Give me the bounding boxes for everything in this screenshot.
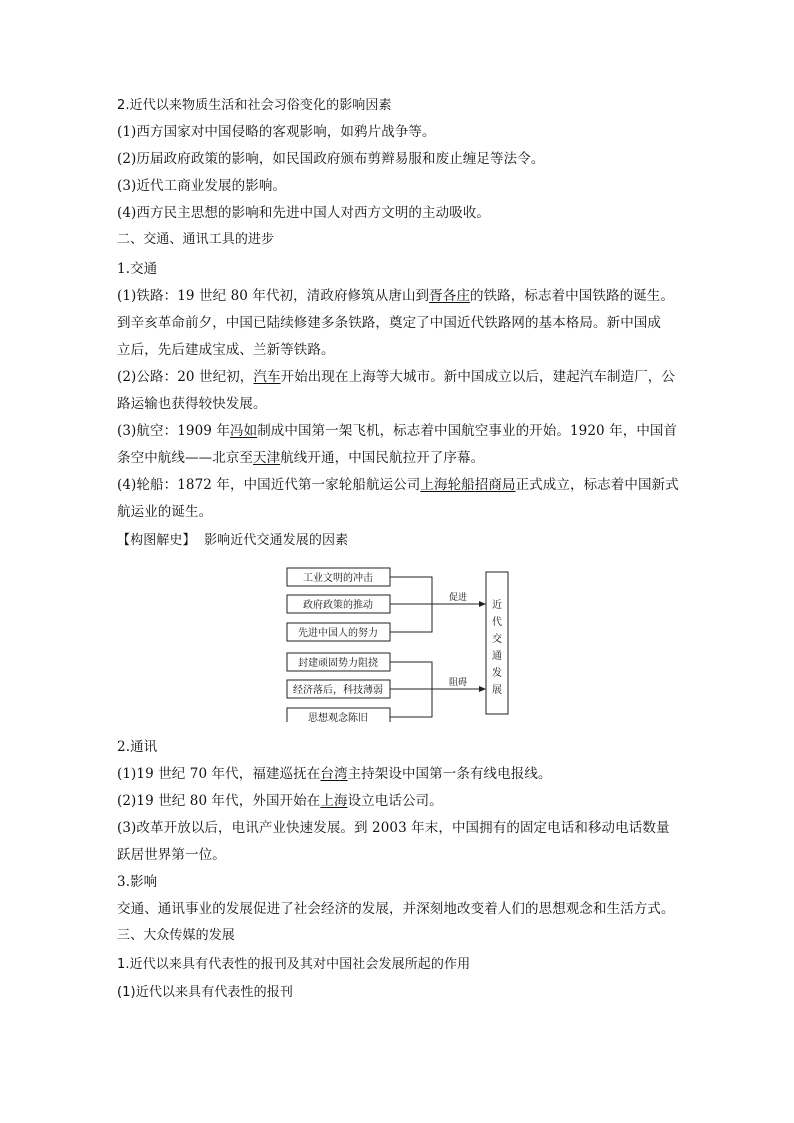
air-text-b: 制成中国第一架飞机，标志着中国航空事业的开始。1920 年，中国首 xyxy=(257,423,678,439)
impact-text: 交通、通讯事业的发展促进了社会经济的发展，并深刻地改变着人们的思想观念和生活方式。 xyxy=(117,901,675,917)
comm-title: 2.通讯 xyxy=(117,739,158,755)
air-text-a: (3)航空：1909 年 xyxy=(117,423,230,439)
road-line-1 xyxy=(117,367,687,387)
comm-2-b: 设立电话公司。 xyxy=(347,793,443,809)
ship-underline: 上海轮船招商局 xyxy=(420,477,516,493)
target-char-6: 展 xyxy=(492,685,502,696)
promote-arrowhead xyxy=(479,601,486,607)
diagram-heading-tag: 【构图解史】 xyxy=(117,533,196,548)
air-underline: 冯如 xyxy=(229,423,258,439)
part-3-sub-1: 1.近代以来具有代表性的报刊及其对中国社会发展所起的作用 xyxy=(117,957,471,972)
part-3-title: 三、大众传媒的发展 xyxy=(117,928,235,943)
air-text-l2a: 条空中航线——北京至 xyxy=(117,450,253,466)
rail-line-1 xyxy=(117,286,687,306)
road-text-b: 开始出现在上海等大城市。新中国成立以后，建起汽车制造厂，公 xyxy=(280,369,676,385)
sec2-item-3: (3)近代工商业发展的影响。 xyxy=(117,178,287,194)
target-char-3: 交 xyxy=(492,634,502,645)
traffic-factors-diagram xyxy=(280,562,520,722)
comm-1-underline: 台湾 xyxy=(320,766,348,782)
ship-text-a: (4)轮船：1872 年，中国近代第一家轮船航运公司 xyxy=(117,477,421,493)
sec2-item-2: (2)历届政府政策的影响，如民国政府颁布剪辫易服和废止缠足等法令。 xyxy=(117,151,545,167)
hinder-factor-1: 封建顽固势力阻挠 xyxy=(298,658,378,669)
ship-text-b: 正式成立，标志着中国新式 xyxy=(515,477,679,493)
rail-underline: 胥各庄 xyxy=(429,288,470,304)
comm-item-2 xyxy=(117,791,687,811)
ship-line-2: 航运业的诞生。 xyxy=(117,504,213,520)
promote-factor-3: 先进中国人的努力 xyxy=(298,628,378,639)
rail-text-b: 的铁路，标志着中国铁路的诞生。 xyxy=(469,288,674,304)
section-2-title: 2.近代以来物质生活和社会习俗变化的影响因素 xyxy=(117,98,392,113)
rail-line-3: 立后，先后建成宝成、兰新等铁路。 xyxy=(117,342,335,358)
air-line-1 xyxy=(117,421,687,441)
hinder-factor-3: 思想观念陈旧 xyxy=(308,713,368,722)
promote-factor-2: 政府政策的推动 xyxy=(303,600,373,611)
target-char-2: 代 xyxy=(492,617,502,628)
comm-2-a: (2)19 世纪 80 年代，外国开始在 xyxy=(117,793,321,809)
target-char-1: 近 xyxy=(492,600,502,611)
air-text-l2b: 航线开通，中国民航拉开了序幕。 xyxy=(280,450,485,466)
rail-line-2: 到辛亥革命前夕，中国已陆续修建多条铁路，奠定了中国近代铁路网的基本格局。新中国成 xyxy=(117,315,661,331)
promote-factor-1: 工业文明的冲击 xyxy=(303,573,373,584)
comm-1-a: (1)19 世纪 70 年代，福建巡抚在 xyxy=(117,766,321,782)
comm-item-3-cont: 跃居世界第一位。 xyxy=(117,847,226,863)
road-text-a: (2)公路：20 世纪初， xyxy=(117,369,254,385)
diagram-heading xyxy=(117,531,687,551)
comm-item-3: (3)改革开放以后，电讯产业快速发展。到 2003 年末，中国拥有的固定电话和移动电话数量 xyxy=(117,820,670,836)
comm-item-1 xyxy=(117,764,687,784)
target-char-4: 通 xyxy=(492,651,502,662)
road-line-2: 路运输也获得较快发展。 xyxy=(117,396,267,412)
air-line-2 xyxy=(117,448,687,468)
sec2-item-1: (1)西方国家对中国侵略的客观影响，如鸦片战争等。 xyxy=(117,124,436,140)
rail-text-a: (1)铁路：19 世纪 80 年代初，清政府修筑从唐山到 xyxy=(117,288,430,304)
comm-2-underline: 上海 xyxy=(320,793,348,809)
hinder-factor-2: 经济落后，科技薄弱 xyxy=(293,685,383,696)
impact-title: 3.影响 xyxy=(117,874,158,890)
diagram-heading-text: 影响近代交通发展的因素 xyxy=(204,533,349,548)
promote-label: 促进 xyxy=(448,593,468,603)
target-char-5: 发 xyxy=(492,668,502,679)
hinder-arrowhead xyxy=(479,686,486,692)
part-2-title: 二、交通、通讯工具的进步 xyxy=(117,232,275,247)
sec2-item-4: (4)西方民主思想的影响和先进中国人对西方文明的主动吸收。 xyxy=(117,205,491,221)
part-3-sub-1a: (1)近代以来具有代表性的报刊 xyxy=(117,985,293,1000)
road-underline: 汽车 xyxy=(253,369,281,385)
ship-line-1 xyxy=(117,475,687,495)
air-underline-2: 天津 xyxy=(253,450,281,466)
hinder-label: 阻碍 xyxy=(448,678,468,688)
transport-title: 1.交通 xyxy=(117,261,158,277)
comm-1-b: 主持架设中国第一条有线电报线。 xyxy=(347,766,552,782)
